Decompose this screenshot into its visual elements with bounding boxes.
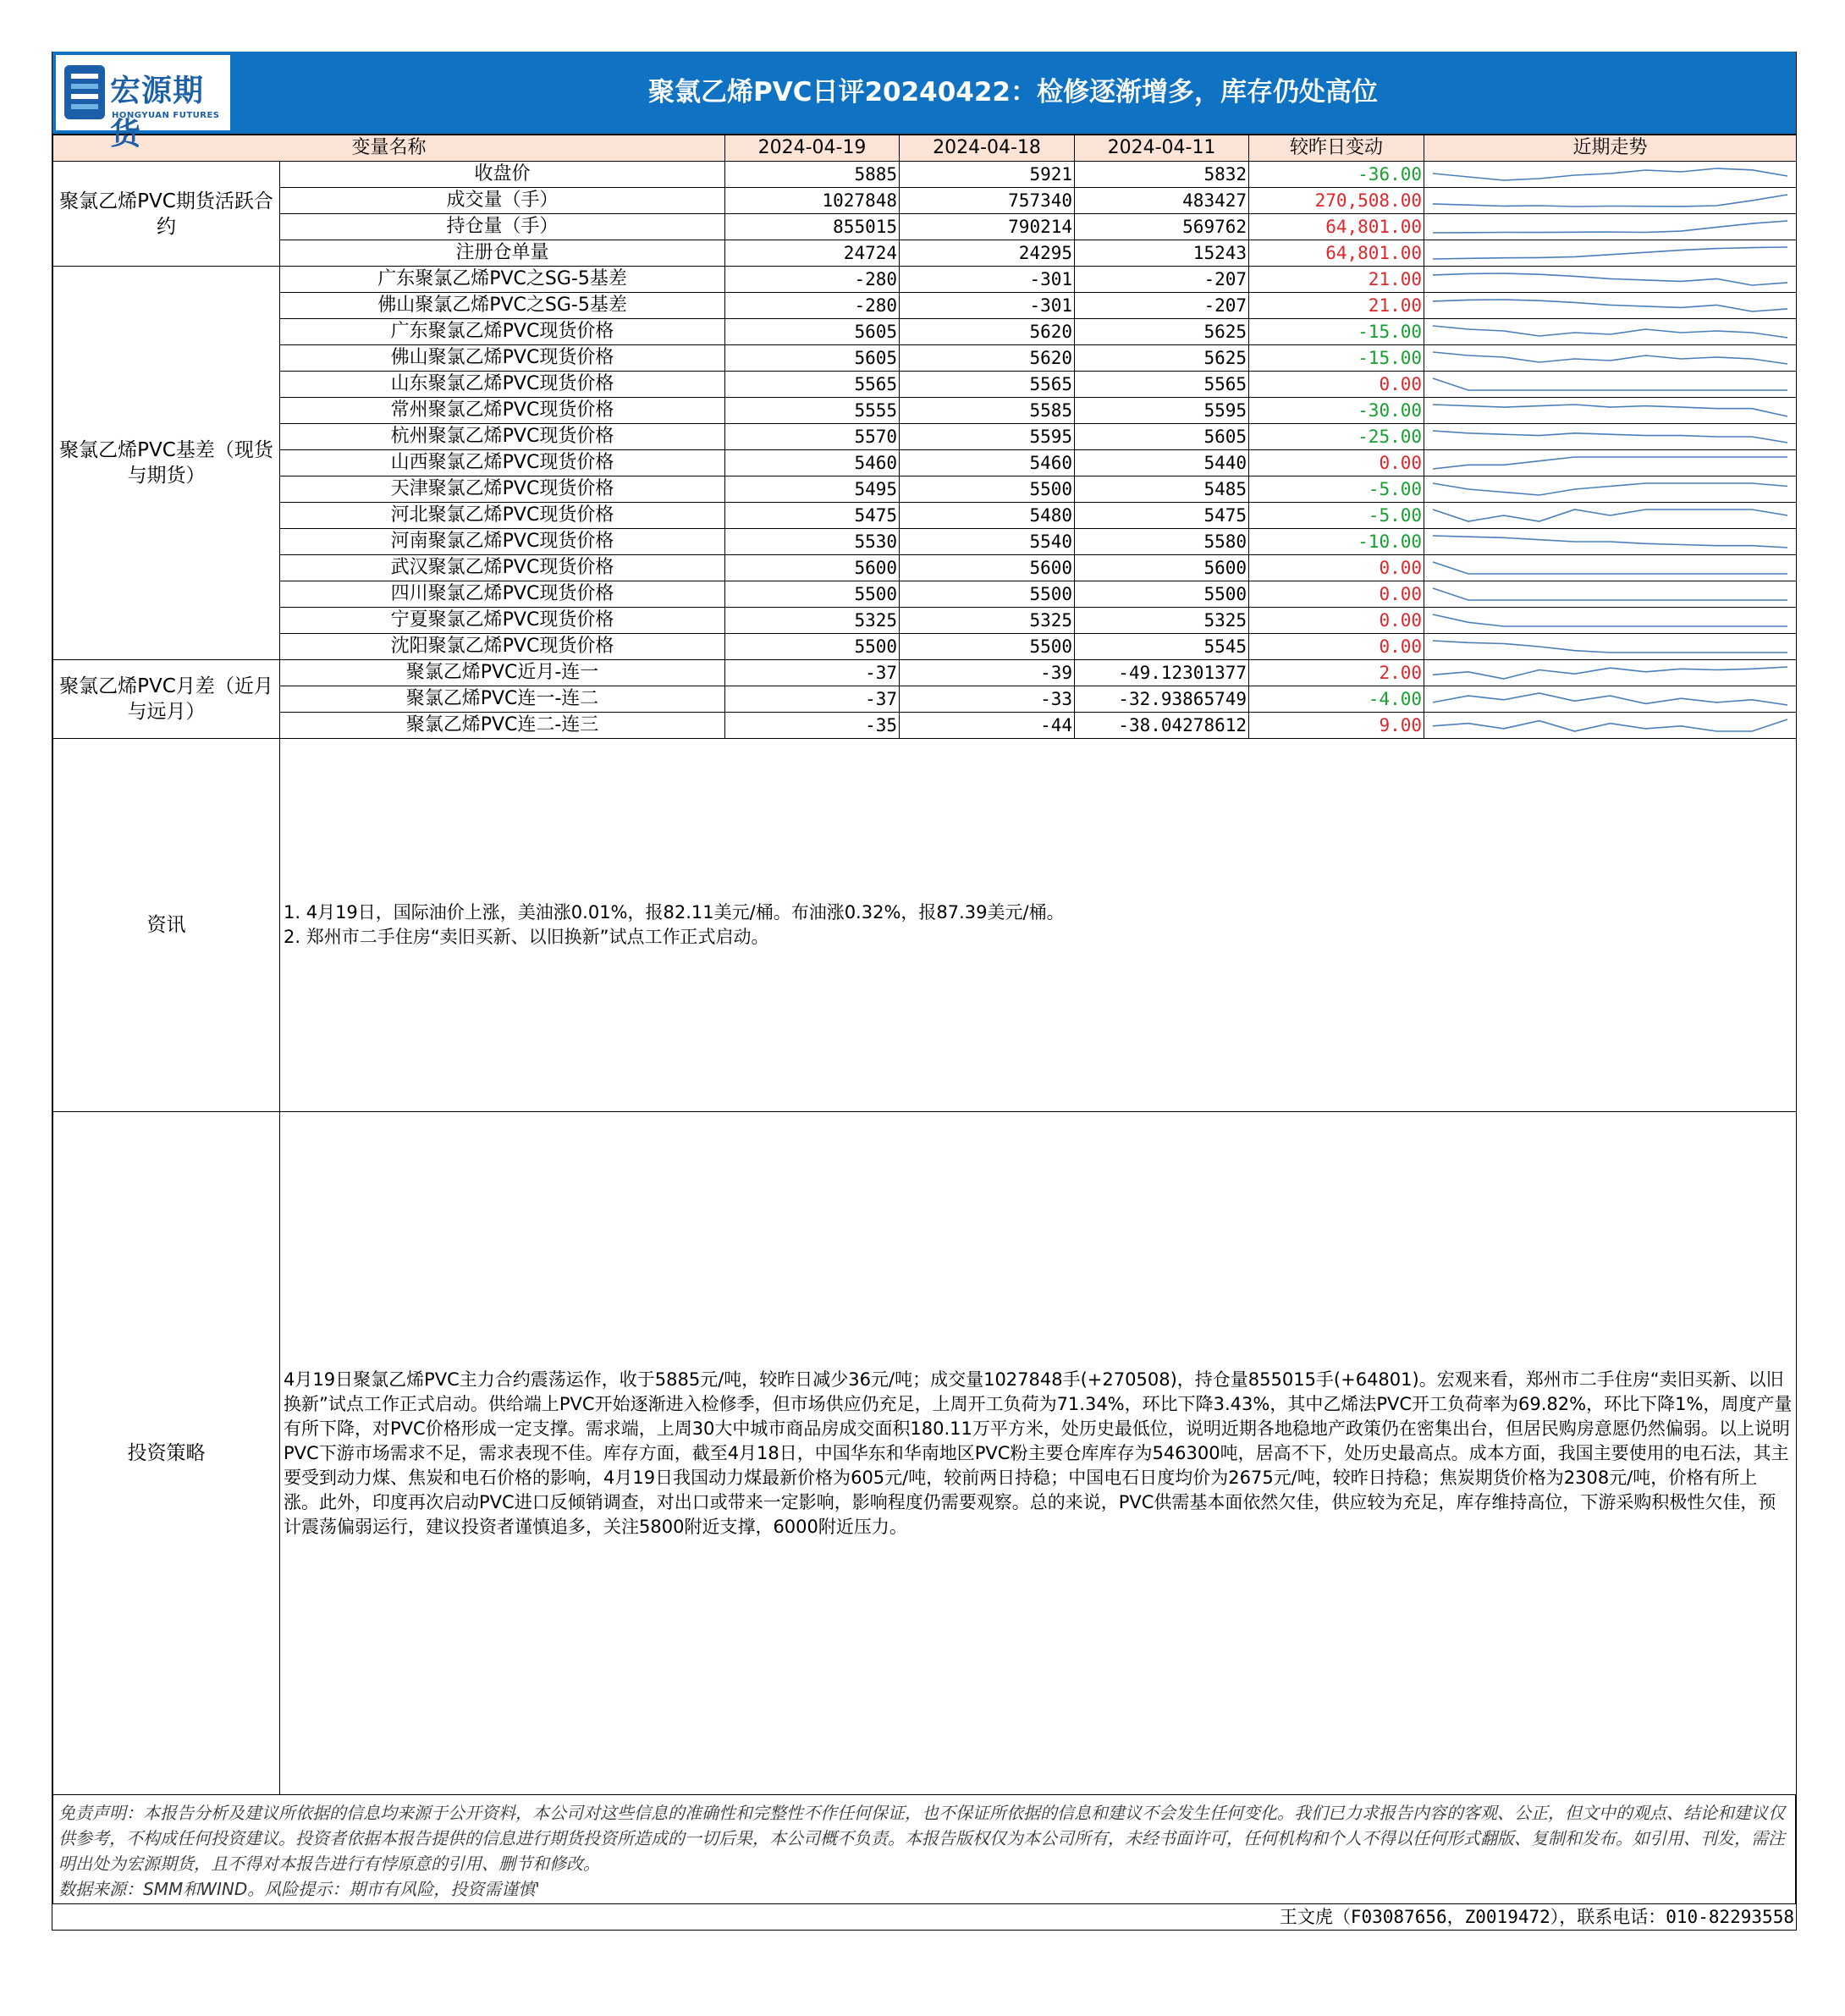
value-2024-04-19: 5565 <box>725 372 900 398</box>
value-2024-04-19: 5605 <box>725 345 900 372</box>
value-2024-04-19: 5460 <box>725 450 900 476</box>
sparkline-cell <box>1424 686 1797 713</box>
header-trend: 近期走势 <box>1424 135 1797 162</box>
sparkline-trend-line <box>1433 352 1787 364</box>
change-value: 0.00 <box>1249 581 1424 608</box>
value-2024-04-19: 5500 <box>725 634 900 660</box>
value-2024-04-19: 855015 <box>725 214 900 240</box>
sparkline-chart <box>1424 686 1796 712</box>
disclaimer-text: 免责声明：本报告分析及建议所依据的信息均来源于公开资料，本公司对这些信息的准确性和完整性不作任何保证，也不保证所依据的信息和建议不会发生任何变化。我们已力求报告内容的客观、公正，但文中的观点、结论和建议仅供参考，不构成任何投资建议。投资者依据本报告提供的信息进行期货投资所造成的一切后果，本公司概不负责。本报告版权仅为本公司所有，未经书面许可，任何机构和个人不得以任何形式翻版、复制和发布。如引用、刊发，需注明出处为宏源期货，且不得对本报告进行有悖原意的引用、删节和修改。 <box>58 1803 1785 1874</box>
sparkline-chart <box>1424 581 1796 607</box>
table-row <box>53 372 1797 398</box>
table-body <box>53 162 1797 739</box>
sparkline-cell <box>1424 503 1797 529</box>
value-2024-04-11: -32.93865749 <box>1075 686 1249 713</box>
sparkline-trend-line <box>1433 247 1787 259</box>
value-2024-04-11: 5625 <box>1075 319 1249 345</box>
value-2024-04-11: 5605 <box>1075 424 1249 450</box>
table-row <box>53 608 1797 634</box>
change-value: 2.00 <box>1249 660 1424 686</box>
sparkline-cell <box>1424 398 1797 424</box>
sparkline-chart <box>1424 424 1796 449</box>
value-2024-04-18: 5921 <box>900 162 1075 188</box>
value-2024-04-18: 5595 <box>900 424 1075 450</box>
value-2024-04-18: 5460 <box>900 450 1075 476</box>
sparkline-chart <box>1424 476 1796 502</box>
table-row <box>53 345 1797 372</box>
row-name: 广东聚氯乙烯PVC之SG-5基差 <box>280 267 725 293</box>
value-2024-04-11: 5325 <box>1075 608 1249 634</box>
value-2024-04-18: 5480 <box>900 503 1075 529</box>
value-2024-04-18: -33 <box>900 686 1075 713</box>
row-name: 常州聚氯乙烯PVC现货价格 <box>280 398 725 424</box>
table-row <box>53 476 1797 503</box>
sparkline-cell <box>1424 162 1797 188</box>
value-2024-04-19: -35 <box>725 713 900 739</box>
group-label: 聚氯乙烯PVC月差（近月与远月） <box>53 660 280 739</box>
page-title: 聚氯乙烯PVC日评20240422：检修逐渐增多，库存仍处高位 <box>647 77 1379 107</box>
sparkline-chart <box>1424 267 1796 292</box>
table-row <box>53 503 1797 529</box>
row-name: 佛山聚氯乙烯PVC之SG-5基差 <box>280 293 725 319</box>
table-row <box>53 398 1797 424</box>
row-name: 注册仓单量 <box>280 240 725 267</box>
sparkline-chart <box>1424 634 1796 659</box>
hongyuan-logo-icon <box>63 62 107 123</box>
value-2024-04-19: 5570 <box>725 424 900 450</box>
value-2024-04-19: 5555 <box>725 398 900 424</box>
value-2024-04-18: 5620 <box>900 345 1075 372</box>
change-value: 0.00 <box>1249 555 1424 581</box>
value-2024-04-19: 5885 <box>725 162 900 188</box>
sparkline-cell <box>1424 214 1797 240</box>
value-2024-04-11: -207 <box>1075 267 1249 293</box>
row-name: 收盘价 <box>280 162 725 188</box>
sparkline-trend-line <box>1433 273 1787 285</box>
value-2024-04-18: 5565 <box>900 372 1075 398</box>
change-value: 0.00 <box>1249 634 1424 660</box>
strategy-label: 投资策略 <box>53 1112 280 1795</box>
change-value: 21.00 <box>1249 267 1424 293</box>
table-row <box>53 450 1797 476</box>
value-2024-04-19: -37 <box>725 686 900 713</box>
value-2024-04-18: 5325 <box>900 608 1075 634</box>
sparkline-cell <box>1424 476 1797 503</box>
value-2024-04-11: 569762 <box>1075 214 1249 240</box>
value-2024-04-11: 5600 <box>1075 555 1249 581</box>
value-2024-04-19: 5495 <box>725 476 900 503</box>
sparkline-cell <box>1424 581 1797 608</box>
group-label: 聚氯乙烯PVC基差（现货与期货） <box>53 267 280 660</box>
logo-cn-text: 宏源期货 <box>110 74 205 151</box>
value-2024-04-19: 5500 <box>725 581 900 608</box>
sparkline-chart <box>1424 608 1796 633</box>
row-name: 四川聚氯乙烯PVC现货价格 <box>280 581 725 608</box>
value-2024-04-18: -301 <box>900 267 1075 293</box>
header-change: 较昨日变动 <box>1249 135 1424 162</box>
row-name: 杭州聚氯乙烯PVC现货价格 <box>280 424 725 450</box>
value-2024-04-18: -39 <box>900 660 1075 686</box>
sparkline-trend-line <box>1433 719 1787 731</box>
value-2024-04-19: -37 <box>725 660 900 686</box>
sparkline-cell <box>1424 555 1797 581</box>
sparkline-cell <box>1424 319 1797 345</box>
sparkline-trend-line <box>1433 326 1787 338</box>
sparkline-trend-line <box>1433 405 1787 416</box>
row-name: 山西聚氯乙烯PVC现货价格 <box>280 450 725 476</box>
sparkline-cell <box>1424 345 1797 372</box>
value-2024-04-11: -38.04278612 <box>1075 713 1249 739</box>
header-date-3: 2024-04-11 <box>1075 135 1249 162</box>
sparkline-cell <box>1424 608 1797 634</box>
value-2024-04-18: -301 <box>900 293 1075 319</box>
table-row <box>53 713 1797 739</box>
value-2024-04-18: 757340 <box>900 188 1075 214</box>
change-value: -25.00 <box>1249 424 1424 450</box>
value-2024-04-11: 5475 <box>1075 503 1249 529</box>
table-row <box>53 188 1797 214</box>
value-2024-04-18: 790214 <box>900 214 1075 240</box>
table-row <box>53 634 1797 660</box>
sparkline-trend-line <box>1433 588 1787 600</box>
sparkline-trend-line <box>1433 168 1787 180</box>
value-2024-04-11: 5500 <box>1075 581 1249 608</box>
value-2024-04-18: -44 <box>900 713 1075 739</box>
change-value: 270,508.00 <box>1249 188 1424 214</box>
sparkline-cell <box>1424 293 1797 319</box>
value-2024-04-11: 5545 <box>1075 634 1249 660</box>
sparkline-chart <box>1424 529 1796 554</box>
sparkline-cell <box>1424 188 1797 214</box>
row-name: 河南聚氯乙烯PVC现货价格 <box>280 529 725 555</box>
row-name: 天津聚氯乙烯PVC现货价格 <box>280 476 725 503</box>
change-value: -30.00 <box>1249 398 1424 424</box>
change-value: -5.00 <box>1249 476 1424 503</box>
sparkline-cell <box>1424 450 1797 476</box>
sparkline-cell <box>1424 660 1797 686</box>
data-source-text: 数据来源：SMM和WIND。风险提示：期市有风险，投资需谨慎' <box>58 1879 540 1899</box>
sparkline-chart <box>1424 450 1796 476</box>
value-2024-04-11: 5440 <box>1075 450 1249 476</box>
sparkline-cell <box>1424 529 1797 555</box>
sparkline-trend-line <box>1433 667 1787 679</box>
value-2024-04-11: 5832 <box>1075 162 1249 188</box>
sparkline-trend-line <box>1433 300 1787 311</box>
table-row <box>53 162 1797 188</box>
change-value: -36.00 <box>1249 162 1424 188</box>
sparkline-trend-line <box>1433 431 1787 443</box>
value-2024-04-11: 5580 <box>1075 529 1249 555</box>
value-2024-04-19: 5325 <box>725 608 900 634</box>
change-value: 9.00 <box>1249 713 1424 739</box>
sparkline-trend-line <box>1433 221 1787 233</box>
sparkline-chart <box>1424 398 1796 423</box>
header-date-1: 2024-04-19 <box>725 135 900 162</box>
row-name: 佛山聚氯乙烯PVC现货价格 <box>280 345 725 372</box>
data-table <box>52 135 1797 1795</box>
sparkline-chart <box>1424 713 1796 738</box>
sparkline-trend-line <box>1433 536 1787 548</box>
value-2024-04-18: 5500 <box>900 581 1075 608</box>
sparkline-trend-line <box>1433 693 1787 705</box>
change-value: -15.00 <box>1249 319 1424 345</box>
sparkline-cell <box>1424 267 1797 293</box>
change-value: 0.00 <box>1249 372 1424 398</box>
change-value: 21.00 <box>1249 293 1424 319</box>
value-2024-04-18: 5585 <box>900 398 1075 424</box>
table-row <box>53 581 1797 608</box>
value-2024-04-19: 24724 <box>725 240 900 267</box>
table-row <box>53 555 1797 581</box>
sparkline-trend-line <box>1433 483 1787 495</box>
news-row <box>53 739 1797 1112</box>
row-name: 聚氯乙烯PVC连一-连二 <box>280 686 725 713</box>
table-row <box>53 424 1797 450</box>
value-2024-04-11: -207 <box>1075 293 1249 319</box>
value-2024-04-19: 5475 <box>725 503 900 529</box>
table-row <box>53 319 1797 345</box>
strategy-row <box>53 1112 1797 1795</box>
group-label: 聚氯乙烯PVC期货活跃合约 <box>53 162 280 267</box>
sparkline-chart <box>1424 188 1796 213</box>
row-name: 广东聚氯乙烯PVC现货价格 <box>280 319 725 345</box>
value-2024-04-18: 5500 <box>900 634 1075 660</box>
value-2024-04-19: -280 <box>725 293 900 319</box>
row-name: 宁夏聚氯乙烯PVC现货价格 <box>280 608 725 634</box>
sparkline-trend-line <box>1433 195 1787 207</box>
sparkline-chart <box>1424 555 1796 581</box>
change-value: 64,801.00 <box>1249 240 1424 267</box>
sparkline-chart <box>1424 503 1796 528</box>
sparkline-trend-line <box>1433 378 1787 390</box>
sparkline-trend-line <box>1433 457 1787 469</box>
sparkline-chart <box>1424 162 1796 187</box>
sparkline-chart <box>1424 293 1796 318</box>
news-line-2: 2. 郑州市二手住房“卖旧买新、以旧换新”试点工作正式启动。 <box>284 927 769 947</box>
value-2024-04-18: 5540 <box>900 529 1075 555</box>
disclaimer <box>52 1795 1796 1904</box>
sparkline-chart <box>1424 345 1796 371</box>
row-name: 聚氯乙烯PVC连二-连三 <box>280 713 725 739</box>
row-name: 持仓量（手） <box>280 214 725 240</box>
change-value: -4.00 <box>1249 686 1424 713</box>
value-2024-04-11: 5485 <box>1075 476 1249 503</box>
value-2024-04-19: 5605 <box>725 319 900 345</box>
table-row <box>53 686 1797 713</box>
news-content <box>280 739 1797 1112</box>
news-line-1: 1. 4月19日，国际油价上涨，美油涨0.01%，报82.11美元/桶。布油涨0.32%，报87.39美元/桶。 <box>284 902 1065 923</box>
sparkline-trend-line <box>1433 510 1787 521</box>
change-value: 0.00 <box>1249 450 1424 476</box>
value-2024-04-19: -280 <box>725 267 900 293</box>
value-2024-04-11: 5565 <box>1075 372 1249 398</box>
sparkline-chart <box>1424 240 1796 266</box>
change-value: 64,801.00 <box>1249 214 1424 240</box>
table-row <box>53 660 1797 686</box>
sparkline-trend-line <box>1433 614 1787 626</box>
value-2024-04-18: 24295 <box>900 240 1075 267</box>
table-row <box>53 214 1797 240</box>
report-sheet <box>52 52 1797 1931</box>
value-2024-04-11: 15243 <box>1075 240 1249 267</box>
row-name: 河北聚氯乙烯PVC现货价格 <box>280 503 725 529</box>
sparkline-cell <box>1424 713 1797 739</box>
value-2024-04-11: 5595 <box>1075 398 1249 424</box>
header-date-2: 2024-04-18 <box>900 135 1075 162</box>
row-name: 沈阳聚氯乙烯PVC现货价格 <box>280 634 725 660</box>
contact-info: 王文虎（F03087656，Z0019472），联系电话：010-82293558 <box>52 1904 1796 1931</box>
change-value: -5.00 <box>1249 503 1424 529</box>
row-name: 成交量（手） <box>280 188 725 214</box>
value-2024-04-18: 5620 <box>900 319 1075 345</box>
sparkline-cell <box>1424 372 1797 398</box>
table-row <box>53 529 1797 555</box>
table-row <box>53 240 1797 267</box>
table-row <box>53 293 1797 319</box>
table-row <box>53 267 1797 293</box>
value-2024-04-18: 5500 <box>900 476 1075 503</box>
sparkline-chart <box>1424 214 1796 240</box>
sparkline-cell <box>1424 424 1797 450</box>
row-name: 武汉聚氯乙烯PVC现货价格 <box>280 555 725 581</box>
sparkline-chart <box>1424 319 1796 344</box>
value-2024-04-11: 483427 <box>1075 188 1249 214</box>
change-value: -15.00 <box>1249 345 1424 372</box>
value-2024-04-18: 5600 <box>900 555 1075 581</box>
value-2024-04-11: 5625 <box>1075 345 1249 372</box>
sparkline-trend-line <box>1433 562 1787 574</box>
row-name: 聚氯乙烯PVC近月-连一 <box>280 660 725 686</box>
change-value: -10.00 <box>1249 529 1424 555</box>
sparkline-cell <box>1424 240 1797 267</box>
value-2024-04-11: -49.12301377 <box>1075 660 1249 686</box>
value-2024-04-19: 5530 <box>725 529 900 555</box>
value-2024-04-19: 1027848 <box>725 188 900 214</box>
company-logo <box>56 55 230 151</box>
table-header-row <box>53 135 1797 162</box>
sparkline-chart <box>1424 660 1796 686</box>
sparkline-trend-line <box>1433 641 1787 653</box>
news-label: 资讯 <box>53 739 280 1112</box>
sparkline-cell <box>1424 634 1797 660</box>
change-value: 0.00 <box>1249 608 1424 634</box>
header-variable: 变量名称 <box>53 135 725 162</box>
sparkline-chart <box>1424 372 1796 397</box>
strategy-content: 4月19日聚氯乙烯PVC主力合约震荡运作，收于5885元/吨，较昨日减少36元/吨；成交量1027848手(+270508)，持仓量855015手(+64801)。宏观来看，郑州市二手住房“卖旧买新、以旧换新”试点工作正式启动。供给端上PVC开始逐渐进入检修季，但市场供应仍充足，上周开工负荷为71.34%，环比下降3.43%，其中乙烯法PVC开工负荷率为69.82%，环比下降1%，周度产量有所下降，对PVC价格形成一定支撑。需求端，上周30大中城市商品房成交面积180.11万平方米，处历史最低位，说明近期各地稳地产政策仍在密集出台，但居民购房意愿仍然偏弱。以上说明PVC下游市场需求不足，需求表现不佳。库存方面，截至4月18日，中国华东和华南地区PVC粉主要仓库库存为546300吨，居高不下，处历史最高点。成本方面，我国主要使用的电石法，其主要受到动力煤、焦炭和电石价格的影响，4月19日我国动力煤最新价格为605元/吨，较前两日持稳；中国电石日度均价为2675元/吨，较昨日持稳；焦炭期货价格为2308元/吨，价格有所上涨。此外，印度再次启动PVC进口反倾销调查，对出口或带来一定影响，影响程度仍需要观察。总的来说，PVC供需基本面依然欠佳，供应较为充足，库存维持高位，下游采购积极性欠佳，预计震荡偏弱运行，建议投资者谨慎追多，关注5800附近支撑，6000附近压力。 <box>280 1112 1797 1795</box>
row-name: 山东聚氯乙烯PVC现货价格 <box>280 372 725 398</box>
logo-en-text: HONGYUAN FUTURES <box>112 111 220 120</box>
value-2024-04-19: 5600 <box>725 555 900 581</box>
